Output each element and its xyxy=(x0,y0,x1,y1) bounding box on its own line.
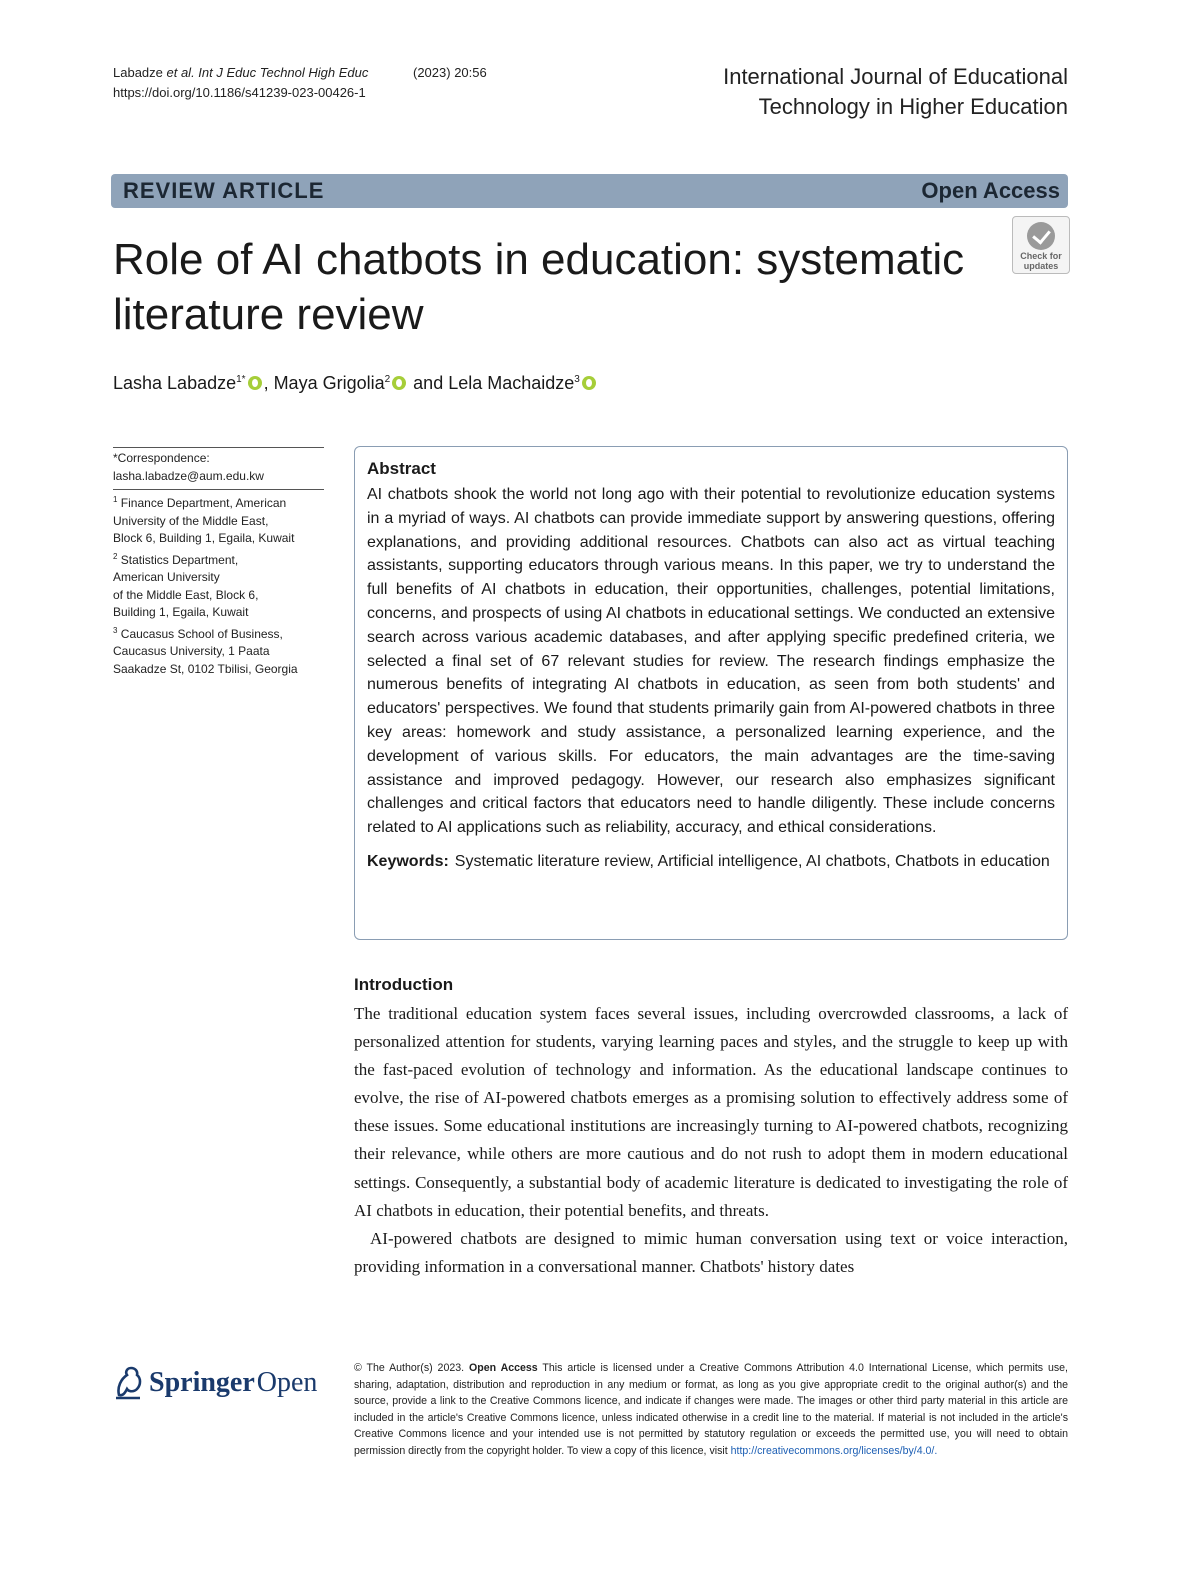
check-for-updates-badge[interactable] xyxy=(1012,216,1070,274)
license-text: This article is licensed under a Creative Commons Attribution 4.0 International License, which permits use, sharing, adaptation, distribution and reproduction in any medium or format, as long as you give appropriate credit to the original author(s) and the source, provide a link to the Creative Commons licence, and indicate if changes were made. The images or other third party material in this article are included in the article's Creative Commons licence, unless indicated otherwise in a credit line to the material. If material is not included in the article's Creative Commons licence and your intended use is not permitted by statutory regulation or exceeds the permitted use, you will need to obtain permission directly from the copyright holder. To view a copy of this licence, visit xyxy=(354,1362,1068,1457)
affiliation-sup: 2 xyxy=(113,551,118,561)
license-open-access: Open Access xyxy=(468,1362,538,1374)
affiliation-sup: 3 xyxy=(113,625,118,635)
orcid-icon[interactable] xyxy=(248,376,262,390)
affiliation-3: Caucasus School of Business, Caucasus University, 1 Paata Saakadze St, 0102 Tbilisi, Georgia xyxy=(113,626,298,676)
keywords xyxy=(367,850,1055,873)
citation-journal: et al. Int J Educ Technol High Educ xyxy=(166,65,369,80)
affiliation-sup: 1 xyxy=(113,495,118,504)
citation-year: (2023) 20:56 xyxy=(413,65,487,80)
license-notice xyxy=(354,1360,1068,1460)
author-name[interactable]: , Maya Grigolia xyxy=(263,373,385,393)
affiliations-sidebar xyxy=(113,447,324,678)
license-link[interactable]: http://creativecommons.org/licenses/by/4.0/. xyxy=(730,1444,938,1457)
correspondence-label: *Correspondence: xyxy=(113,451,210,465)
keywords-label: Keywords: xyxy=(367,852,449,870)
publisher-word-2: Open xyxy=(256,1367,318,1398)
author-name[interactable]: and Lela Machaidze xyxy=(408,373,575,393)
abstract-text: AI chatbots shook the world not long ago with their potential to revolutionize education systems in a myriad of ways. AI chatbots can provide immediate support by answering questions, offering explanations, and providing additional resources. Chatbots can also act as virtual teaching assistants, supporting educators through various means. In this paper, we try to understand the full benefits of AI chatbots in education, their opportunities, challenges, potential limitations, concerns, and prospects of using AI chatbots in educational settings. We conducted an extensive search across various academic databases, and after applying specific predefined criteria, we selected a final set of 67 relevant studies for review. The research findings emphasize the numerous benefits of integrating AI chatbots in education, as seen from both students' and educators' perspectives. We found that students primarily gain from AI-powered chatbots in three key areas: homework and study assistance, a personalized learning experience, and the development of various skills. For educators, the main advantages are the time-saving assistance and improved pedagogy. However, our research also emphasizes significant challenges and critical factors that educators need to handle diligently. These include concerns related to AI applications such as reliability, accuracy, and ethical considerations. xyxy=(367,486,1055,837)
springer-horse-icon xyxy=(113,1365,143,1401)
correspondence-email[interactable]: lasha.labadze@aum.edu.kw xyxy=(113,468,264,483)
author-affiliation-sup: 1* xyxy=(236,374,246,385)
author-affiliation-sup: 3 xyxy=(574,374,580,385)
keywords-list: Systematic literature review, Artificial intelligence, AI chatbots, Chatbots in education xyxy=(454,852,1050,870)
springer-open-logo xyxy=(113,1361,317,1405)
journal-name xyxy=(723,62,1068,122)
intro-paragraph-1: The traditional education system faces several issues, including overcrowded classrooms, a lack of personalized attention for students, varying learning paces and styles, and the struggle to keep up with the fast-paced evolution of technology and information. As the educational landscape continues to evolve, the rise of AI-powered chatbots emerges as a promising solution to effectively address some of these issues. Some educational institutions are increasingly turning to AI-powered chatbots, recognizing their relevance, while others are more cautious and do not rush to adopt them in modern educational settings. Consequently, a substantial body of academic literature is dedicated to investigating the role of AI chatbots in education, their potential benefits, and threats. xyxy=(354,1004,1068,1220)
affiliation-list xyxy=(113,490,324,678)
intro-paragraph-2: AI-powered chatbots are designed to mimic human conversation using text or voice interaction, providing information in a conversational manner. Chatbots' history dates xyxy=(354,1228,1068,1276)
article-type-banner xyxy=(111,174,1068,208)
open-access-label: Open Access xyxy=(921,178,1060,203)
orcid-icon[interactable] xyxy=(392,376,406,390)
abstract-heading: Abstract xyxy=(367,459,436,478)
citation-authors: Labadze xyxy=(113,65,167,80)
journal-line-2: Technology in Higher Education xyxy=(758,94,1068,119)
license-prefix: © The Author(s) 2023. xyxy=(354,1362,465,1374)
check-icon xyxy=(1027,222,1055,250)
abstract-box xyxy=(354,446,1068,940)
journal-line-1: International Journal of Educational xyxy=(723,64,1068,89)
author-name[interactable]: Lasha Labadze xyxy=(113,373,237,393)
paper-title: Role of AI chatbots in education: systematic literature review xyxy=(113,235,965,339)
publisher-word-1: Springer xyxy=(149,1367,255,1398)
introduction-body xyxy=(354,1000,1068,1281)
doi-link[interactable]: https://doi.org/10.1186/s41239-023-00426-1 xyxy=(113,85,366,100)
introduction-heading: Introduction xyxy=(354,975,454,994)
affiliation-2: Statistics Department, American University of the Middle East, Block 6, Building 1, Egaila, Kuwait xyxy=(113,552,259,619)
affiliation-1: Finance Department, American University of the Middle East, Block 6, Building 1, Egaila, Kuwait xyxy=(113,496,295,545)
article-type-label: REVIEW ARTICLE xyxy=(123,178,325,203)
author-affiliation-sup: 2 xyxy=(384,374,391,385)
badge-line-2: updates xyxy=(1023,261,1059,271)
badge-line-1: Check for xyxy=(1020,251,1062,261)
orcid-icon[interactable] xyxy=(582,376,596,390)
citation-block xyxy=(113,63,487,103)
author-list xyxy=(113,368,598,395)
